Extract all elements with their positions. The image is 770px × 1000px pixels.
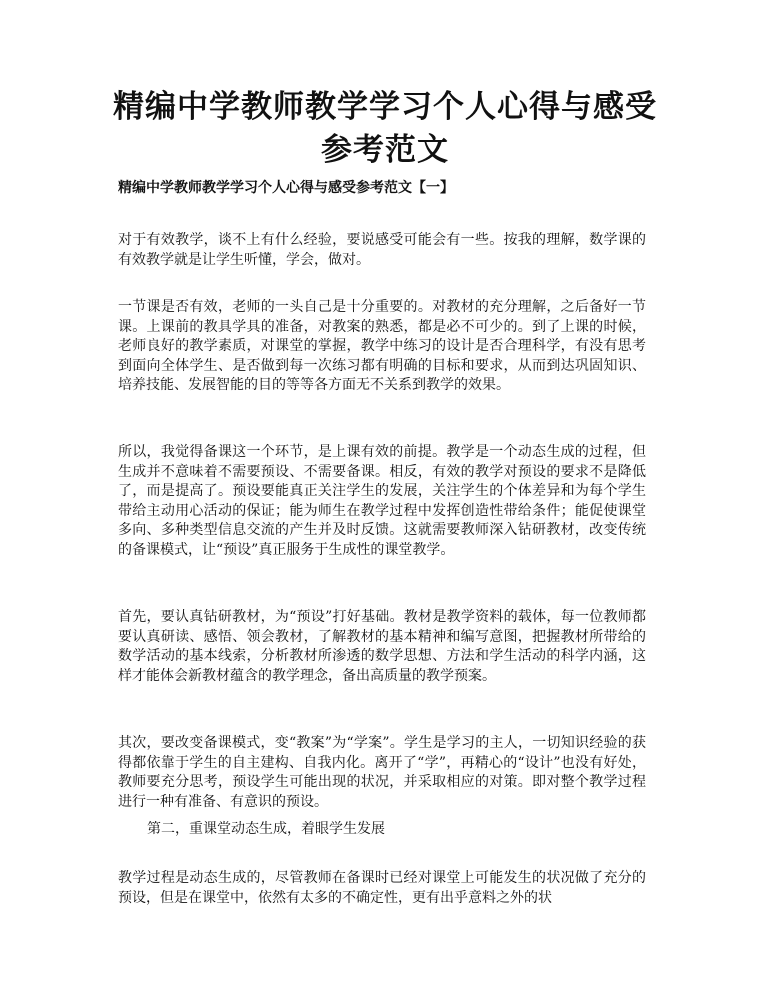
title-line-2: 参考范文 (321, 132, 449, 168)
document-title (90, 86, 680, 172)
paragraph-3: 所以，我觉得备课这一个环节，是上课有效的前提。教学是一个动态生成的过程，但生成并不意味着不需要预设、不需要备课。相反，有效的教学对预设的要求不是降低了，而是提高了。预设要能真正关注学生的发展，关注学生的个体差异和为每个学生带给主动用心活动的保证；能为师生在教学过程中发挥创造性带给条件；能促使课堂多向、多种类型信息交流的产生并及时反馈。这就需要教师深入钻研教材，改变传统的备课模式，让“预设”真正服务于生成性的课堂教学。 (118, 444, 646, 558)
paragraph-2: 一节课是否有效，老师的一头自己是十分重要的。对教材的充分理解，之后备好一节课。上课前的教具学具的准备，对教案的熟悉，都是必不可少的。到了上课的时候，老师良好的教学素质，对课堂的掌握，教学中练习的设计是否合理科学，有没有思考到面向全体学生、是否做到每一次练习都有明确的目标和要求，从而到达巩固知识、培养技能、发展智能的目的等等各方面无不关系到教学的效果。 (118, 299, 646, 393)
paragraph-6: 教学过程是动态生成的，尽管教师在备课时已经对课堂上可能发生的状况做了充分的预设，但是在课堂中，依然有太多的不确定性，更有出乎意料之外的状 (118, 870, 646, 906)
title-line-1: 精编中学教师教学学习个人心得与感受 (113, 89, 657, 125)
subheading-second-point: 第二，重课堂动态生成，着眼学生发展 (147, 821, 385, 837)
section-heading: 精编中学教师教学学习个人心得与感受参考范文【一】 (118, 180, 454, 196)
paragraph-5: 其次，要改变备课模式，变“教案”为“学案”。学生是学习的主人，一切知识经验的获得都依靠于学生的自主建构、自我内化。离开了“学”，再精心的“设计”也没有好处，教师要充分思考，预设学生可能出现的状况，并采取相应的对策。即对整个教学过程进行一种有准备、有意识的预设。 (118, 735, 646, 810)
paragraph-1: 对于有效教学，谈不上有什么经验，要说感受可能会有一些。按我的理解，数学课的有效教学就是让学生听懂，学会，做对。 (118, 232, 646, 268)
paragraph-4: 首先，要认真钻研教材，为“预设”打好基础。教材是教学资料的载体，每一位教师都要认真研读、感悟、领会教材，了解教材的基本精神和编写意图，把握教材所带给的数学活动的基本线索，分析教材所渗透的数学思想、方法和学生活动的科学内涵，这样才能体会新教材蕴含的教学理念，备出高质量的教学预案。 (118, 609, 646, 684)
